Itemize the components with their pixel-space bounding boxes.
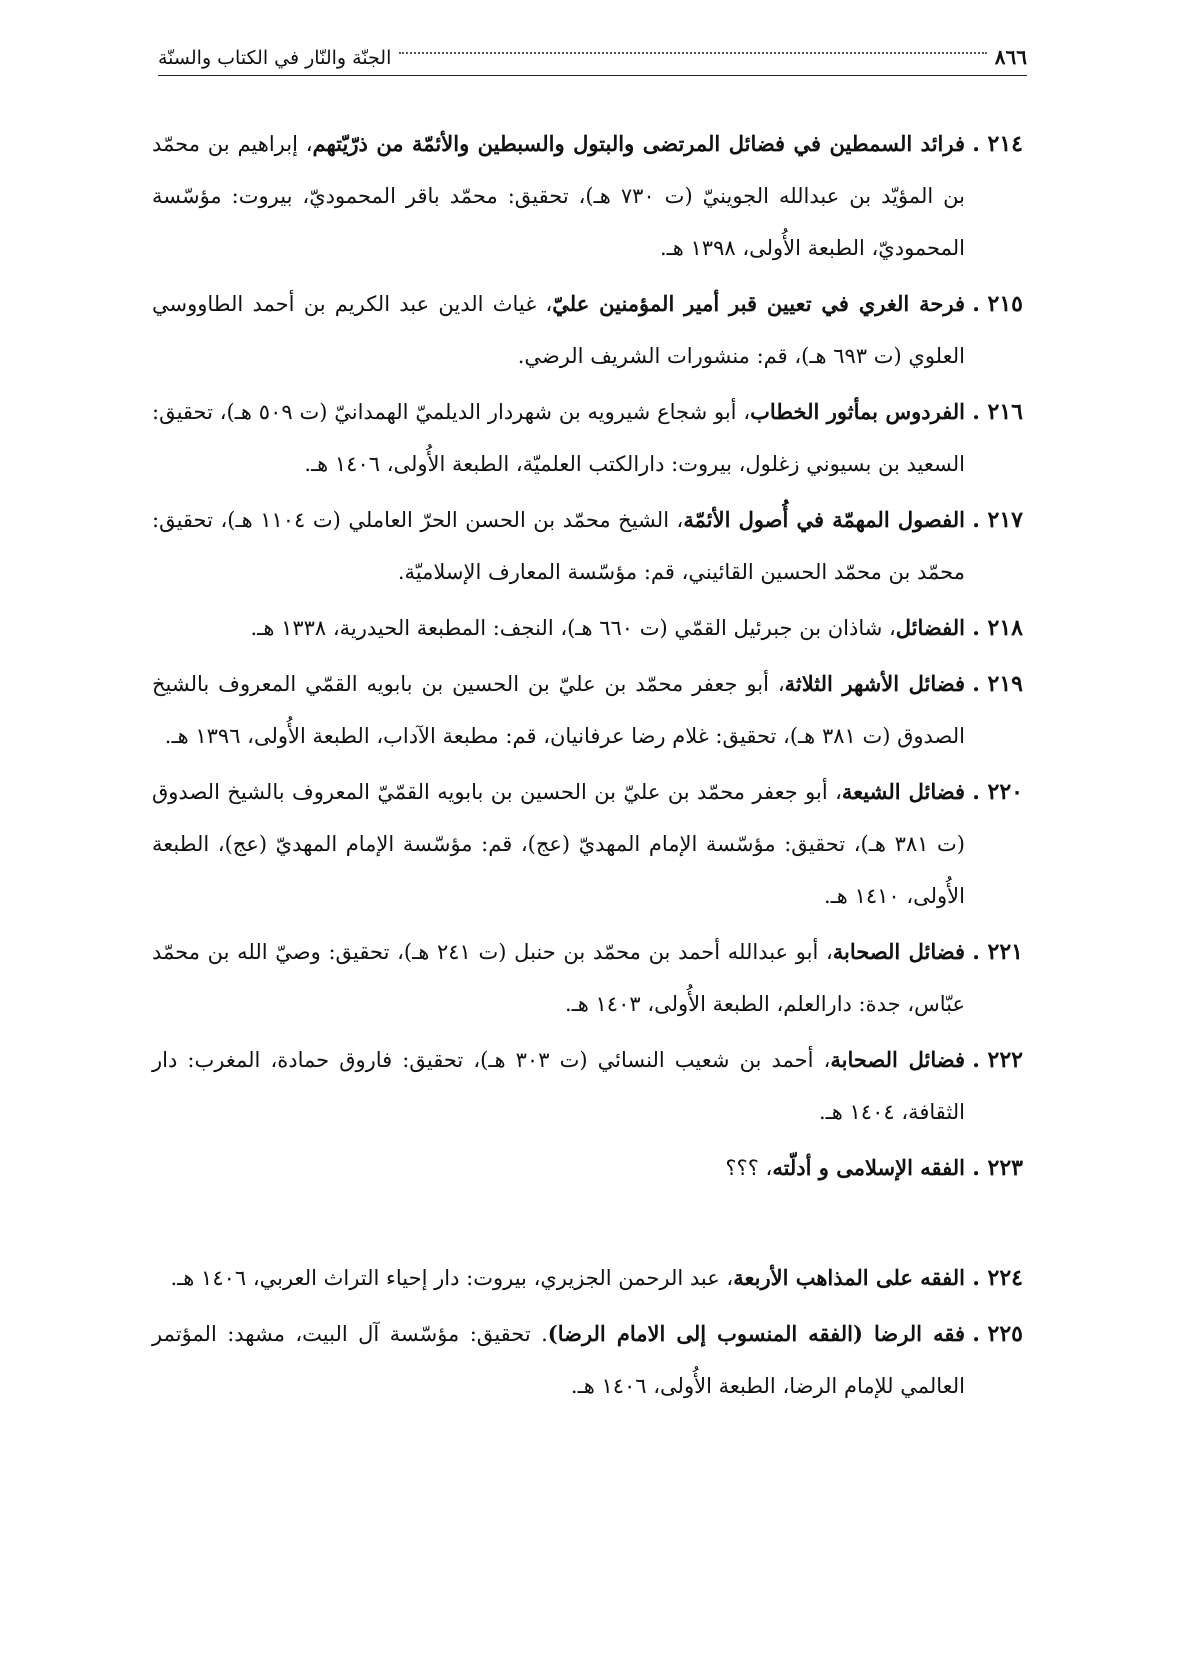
bibliography-entry <box>152 278 1023 382</box>
entry-number: ٢١٦ . <box>972 399 1023 425</box>
bibliography-entry <box>152 386 1023 490</box>
entry-details: ، أبو شجاع شيرويه بن شهردار الديلميّ الهمدانيّ (ت ٥٠٩ هـ)، تحقيق: السعيد بن بسيوني زغلول، بيروت: دارالكتب العلميّة، الطبعة الأُولى، ١٤٠٦ هـ. <box>152 400 965 476</box>
entry-number: ٢٢٠ . <box>972 779 1023 805</box>
page-number: ٨٦٦ <box>994 45 1027 69</box>
running-title: الجنّة والنّار في الكتاب والسنّة <box>158 47 392 69</box>
entry-title: فرحة الغري في تعيين قبر أمير المؤمنين عليّ <box>552 291 965 316</box>
bibliography-entry <box>152 1252 1023 1304</box>
entry-details: ، أحمد بن شعيب النسائي (ت ٣٠٣ هـ)، تحقيق: فاروق حمادة، المغرب: دار الثقافة، ١٤٠٤ هـ. <box>152 1048 965 1124</box>
entry-number: ٢٢٤ . <box>972 1265 1023 1291</box>
entry-title: فرائد السمطين في فضائل المرتضى والبتول والسبطين والأئمّة من ذرّيّتهم <box>312 131 965 156</box>
entry-details: ، شاذان بن جبرئيل القمّي (ت ٦٦٠ هـ)، النجف: المطبعة الحيدرية، ١٣٣٨ هـ. <box>250 616 896 640</box>
entry-title: الفضائل <box>895 615 965 640</box>
entry-title: فضائل الأشهر الثلاثة <box>784 671 965 696</box>
entry-number: ٢٢٥ . <box>972 1321 1023 1347</box>
entry-details: ، عبد الرحمن الجزيري، بيروت: دار إحياء التراث العربي، ١٤٠٦ هـ. <box>170 1266 734 1290</box>
bibliography-entry <box>152 658 1023 762</box>
entry-title: الفقه على المذاهب الأربعة <box>733 1265 965 1290</box>
entry-title: فضائل الشيعة <box>841 779 965 804</box>
entry-details: ، غياث الدين عبد الكريم بن أحمد الطاووسي العلوي (ت ٦٩٣ هـ)، قم: منشورات الشريف الرضي. <box>152 292 965 368</box>
entry-details: ، ؟؟؟ <box>725 1156 773 1180</box>
bibliography-entry <box>152 494 1023 598</box>
leader-dots <box>399 52 986 54</box>
entry-number: ٢١٥ . <box>972 291 1023 317</box>
entry-title: فضائل الصحابة <box>830 1047 965 1072</box>
entry-number: ٢٢١ . <box>972 939 1023 965</box>
bibliography-entry <box>152 1308 1023 1412</box>
page-header <box>158 36 1027 76</box>
entry-number: ٢٢٢ . <box>972 1047 1023 1073</box>
entry-title: الفقه الإسلامى و أدلّته <box>772 1155 965 1180</box>
entry-details: ، إبراهيم بن محمّد بن المؤيّد بن عبدالله الجوينيّ (ت ٧٣٠ هـ)، تحقيق: محمّد باقر المحموديّ، بيروت: مؤسّسة المحموديّ، الطبعة الأُولى، ١٣٩٨ هـ. <box>152 132 965 260</box>
bibliography-entry <box>152 602 1023 654</box>
entry-title: الفردوس بمأثور الخطاب <box>750 399 966 424</box>
entry-details: ، الشيخ محمّد بن الحسن الحرّ العاملي (ت ١١٠٤ هـ)، تحقيق: محمّد بن محمّد الحسين القائيني، قم: مؤسّسة المعارف الإسلاميّة. <box>152 508 965 584</box>
entry-number: ٢١٨ . <box>972 615 1023 641</box>
bibliography-entry <box>152 1142 1023 1194</box>
entry-details: ، أبو عبدالله أحمد بن محمّد بن حنبل (ت ٢٤١ هـ)، تحقيق: وصيّ الله بن محمّد عبّاس، جدة: دارالعلم، الطبعة الأُولى، ١٤٠٣ هـ. <box>152 940 965 1016</box>
entry-details: ، أبو جعفر محمّد بن عليّ بن الحسين بن بابويه القمّي المعروف بالشيخ الصدوق (ت ٣٨١ هـ)، تحقيق: غلام رضا عرفانيان، قم: مطبعة الآداب، الطبعة الأُولى، ١٣٩٦ هـ. <box>152 672 965 748</box>
bibliography-entry <box>152 766 1023 922</box>
entry-title: فضائل الصحابة <box>832 939 965 964</box>
bibliography-entry <box>152 1034 1023 1138</box>
bibliography-entry <box>152 118 1023 274</box>
entry-number: ٢١٤ . <box>972 131 1023 157</box>
entry-details: ، أبو جعفر محمّد بن عليّ بن الحسين بن بابويه القمّيّ المعروف بالشيخ الصدوق (ت ٣٨١ هـ)، تحقيق: مؤسّسة الإمام المهديّ (عج)، قم: مؤسّسة الإمام المهديّ (عج)، الطبعة الأُولى، ١٤١٠ هـ. <box>152 780 965 908</box>
bibliography-entry <box>152 926 1023 1030</box>
bibliography-list <box>152 118 1023 1416</box>
entry-title: فقه الرضا (الفقه المنسوب إلى الامام الرضا) <box>547 1321 965 1346</box>
entry-number: ٢١٧ . <box>972 507 1023 533</box>
entry-details: . تحقيق: مؤسّسة آل البيت، مشهد: المؤتمر العالمي للإمام الرضا، الطبعة الأُولى، ١٤٠٦ هـ. <box>152 1322 965 1398</box>
entry-title: الفصول المهمّة في أُصول الأئمّة <box>683 507 966 532</box>
entry-number: ٢١٩ . <box>972 671 1023 697</box>
entry-number: ٢٢٣ . <box>972 1155 1023 1181</box>
